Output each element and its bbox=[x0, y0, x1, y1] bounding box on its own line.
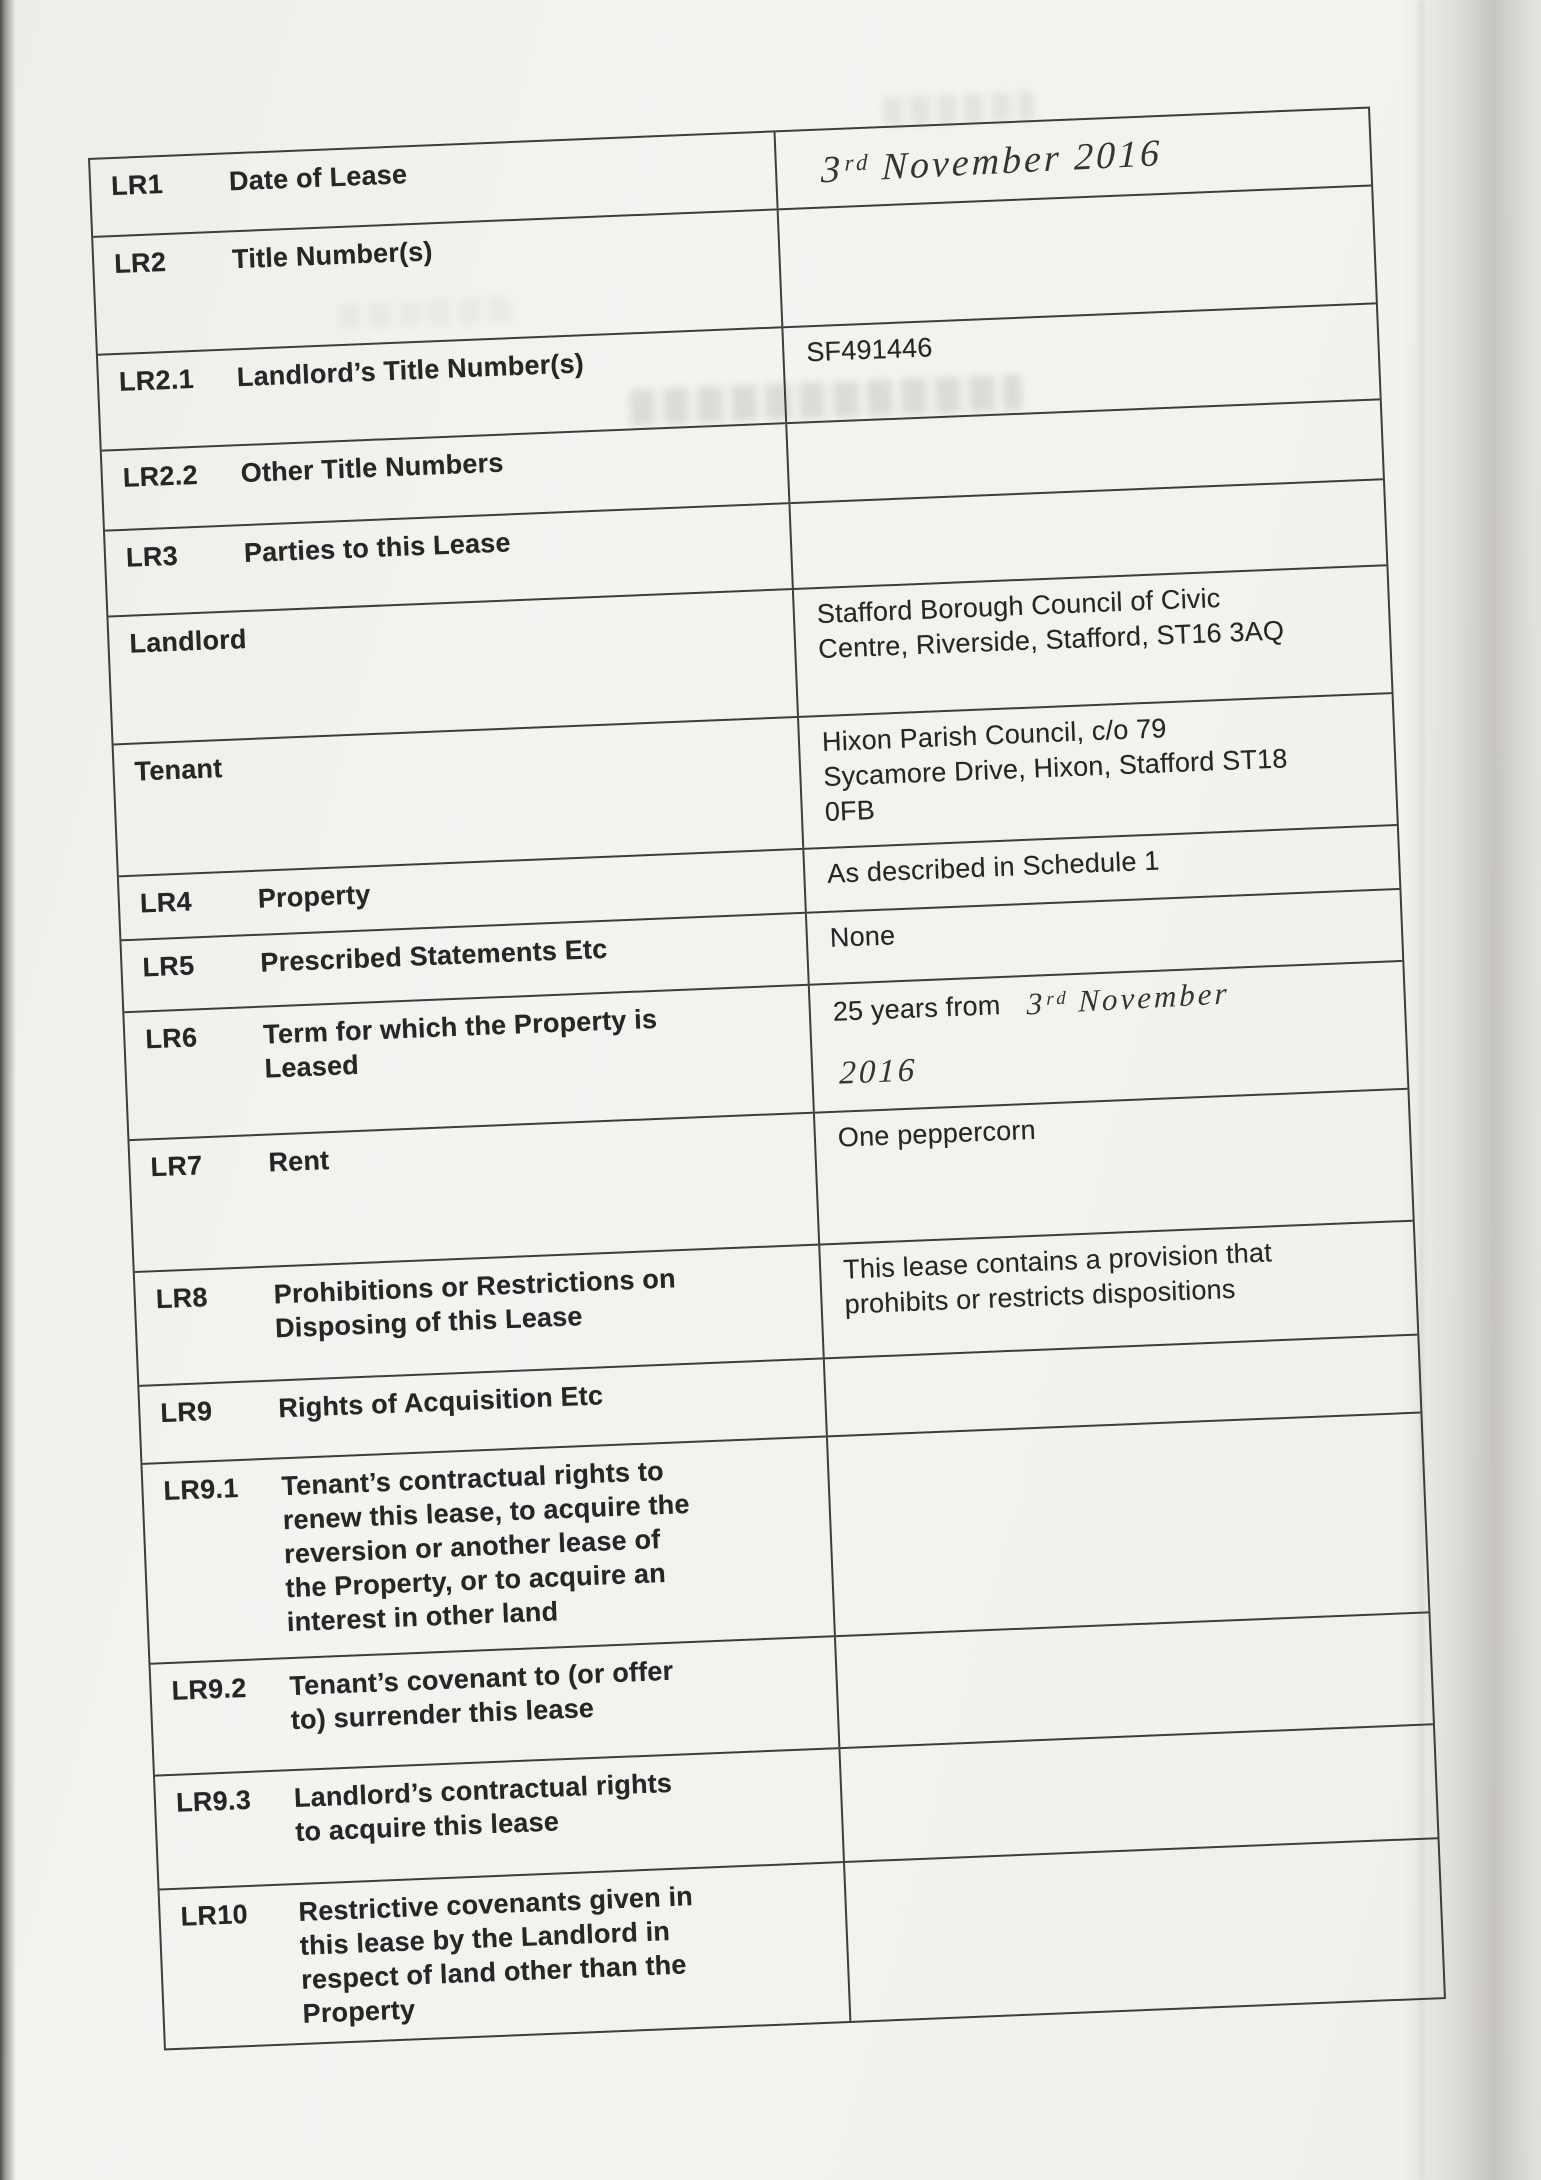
clause-code: LR7 bbox=[149, 1150, 204, 1183]
value-cell bbox=[840, 1725, 1437, 1861]
value-cell bbox=[820, 1222, 1417, 1358]
clause-code: LR2.1 bbox=[118, 363, 195, 397]
handwritten-term-year: 2016 bbox=[838, 1052, 918, 1092]
clause-label: Rights of Acquisition Etc bbox=[277, 1380, 604, 1424]
lease-prescribed-clauses-table bbox=[88, 107, 1446, 2051]
clause-label: Landlord’s Title Number(s) bbox=[236, 348, 585, 393]
tenant-name-address: Hixon Parish Council, c/o 79 Sycamore Drive, Hixon, Stafford ST18 0FB bbox=[821, 713, 1289, 827]
party-label: Landlord bbox=[128, 624, 248, 659]
value-cell bbox=[779, 187, 1376, 327]
prescribed-statements-value: None bbox=[829, 920, 896, 953]
value-cell bbox=[810, 962, 1408, 1112]
property-description: As described in Schedule 1 bbox=[826, 845, 1161, 889]
clause-code: LR9.2 bbox=[170, 1672, 248, 1706]
clause-label: Landlord’s contractual rights to acquire this lease bbox=[293, 1767, 673, 1848]
label-cell bbox=[160, 1863, 852, 2048]
scan-edge-shadow-left bbox=[0, 0, 16, 2180]
clause-code: LR2 bbox=[113, 246, 167, 280]
clause-code: LR10 bbox=[180, 1899, 249, 1932]
value-cell bbox=[845, 1839, 1444, 2021]
clause-label: Prohibitions or Restrictions on Disposing of this Lease bbox=[273, 1263, 677, 1344]
clause-label: Parties to this Lease bbox=[243, 527, 512, 569]
clause-label: Property bbox=[257, 879, 372, 914]
label-cell bbox=[129, 1114, 820, 1271]
clause-label: Rent bbox=[267, 1145, 330, 1178]
clause-label: Tenant’s covenant to (or offer to) surrender this lease bbox=[288, 1655, 674, 1736]
value-cell bbox=[799, 694, 1397, 848]
value-cell bbox=[836, 1613, 1433, 1747]
clause-code: LR9.1 bbox=[162, 1473, 240, 1507]
landlord-name-address: Stafford Borough Council of Civic Centre, Riverside, Stafford, ST16 3AQ bbox=[816, 582, 1285, 665]
clause-code: LR3 bbox=[125, 540, 179, 573]
clause-label: Date of Lease bbox=[228, 159, 408, 197]
dispositions-provision: This lease contains a provision that prohibits or restricts dispositions bbox=[842, 1237, 1273, 1320]
clause-label: Tenant’s contractual rights to renew this lease, to acquire the reversion or another lease of the Property, or to acquire an interest in other land bbox=[280, 1455, 691, 1638]
value-cell bbox=[815, 1090, 1413, 1244]
clause-code: LR9 bbox=[159, 1396, 213, 1429]
lease-term-printed: 25 years from bbox=[832, 990, 1002, 1027]
rent-value: One peppercorn bbox=[837, 1114, 1037, 1153]
clause-code: LR1 bbox=[110, 169, 164, 202]
value-cell bbox=[794, 566, 1392, 716]
clause-label: Prescribed Statements Etc bbox=[259, 933, 608, 978]
value-cell bbox=[828, 1414, 1428, 1636]
clause-label: Restrictive covenants given in this lease by the Landlord in respect of land other than the Property bbox=[297, 1881, 694, 2029]
label-cell bbox=[124, 986, 815, 1139]
handwritten-term-date: 3ʳᵈ November bbox=[1026, 975, 1230, 1022]
clause-code: LR4 bbox=[139, 886, 193, 919]
label-cell bbox=[108, 590, 799, 743]
clause-code: LR2.2 bbox=[122, 459, 199, 493]
party-label: Tenant bbox=[134, 753, 223, 787]
clause-label: Other Title Numbers bbox=[240, 447, 505, 489]
label-cell bbox=[142, 1437, 835, 1662]
clause-code: LR9.3 bbox=[175, 1784, 252, 1818]
clause-code: LR6 bbox=[144, 1022, 198, 1055]
handwritten-date-of-lease: 3ʳᵈ November 2016 bbox=[820, 132, 1163, 192]
clause-label: Term for which the Property is Leased bbox=[262, 1003, 658, 1084]
landlord-title-number: SF491446 bbox=[805, 332, 934, 368]
clause-label: Title Number(s) bbox=[231, 236, 434, 275]
clause-code: LR5 bbox=[141, 950, 196, 983]
clause-code: LR8 bbox=[155, 1282, 209, 1315]
label-cell bbox=[114, 718, 805, 875]
